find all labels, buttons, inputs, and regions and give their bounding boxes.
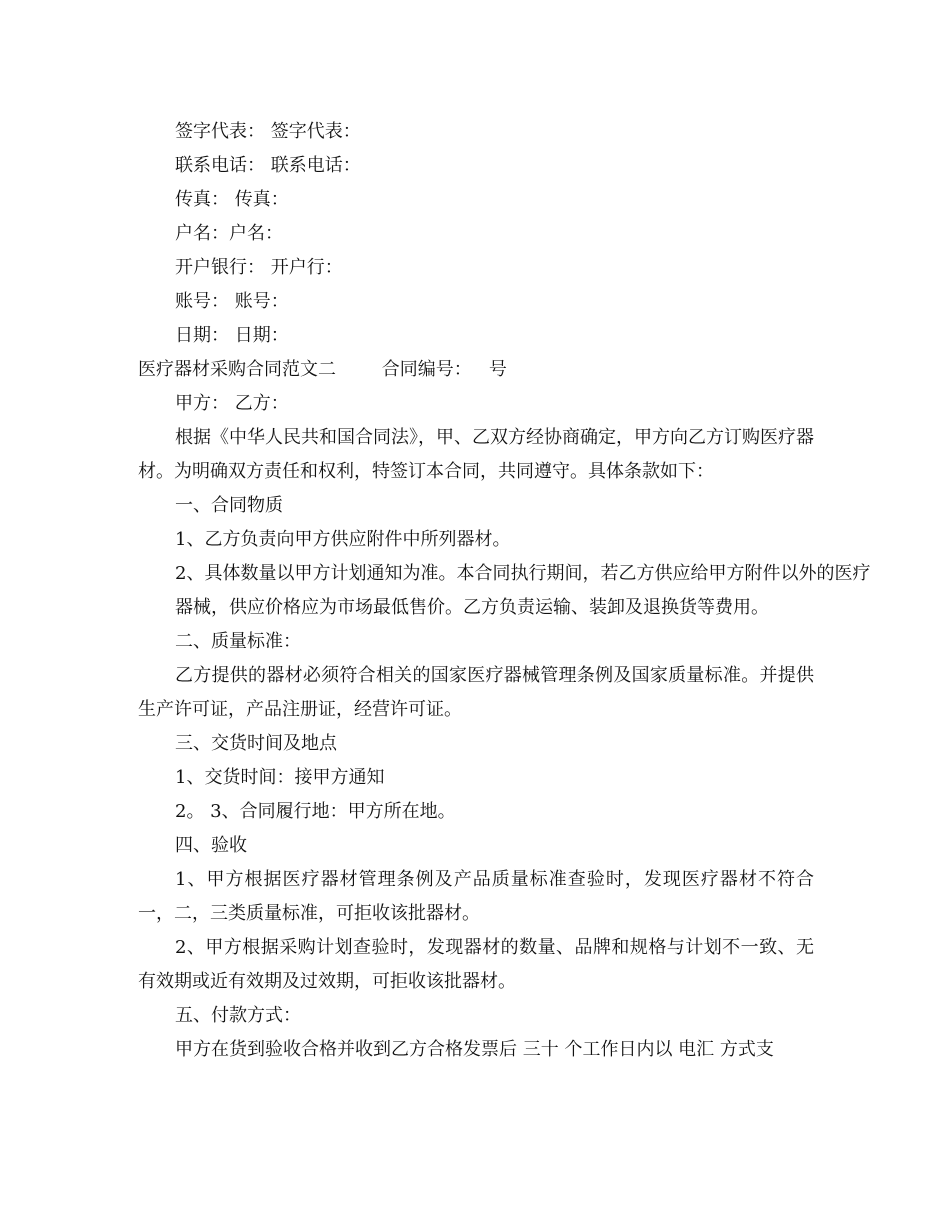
section-4-item-2: 2、甲方根据采购计划查验时，发现器材的数量、品牌和规格与计划不一致、无有效期或近有效期及过效期，可拒收该批器材。 xyxy=(138,937,814,992)
signature-rep-line: 签字代表： 签字代表： xyxy=(175,121,361,142)
section-1-title: 一、合同物质 xyxy=(175,495,283,516)
section-2-paragraph: 乙方提供的器材必须符合相关的国家医疗器械管理条例及国家质量标准。并提供生产许可证，产品注册证，经营许可证。 xyxy=(138,665,814,720)
section-1-item-1: 1、乙方负责向甲方供应附件中所列器材。 xyxy=(175,529,511,550)
parties-line: 甲方： 乙方： xyxy=(175,393,289,414)
section-2-title: 二、质量标准： xyxy=(175,631,301,652)
section-1-item-2a: 2、具体数量以甲方计划通知为准。本合同执行期间，若乙方供应给甲方附件以外的医疗 xyxy=(175,563,871,584)
phone-line: 联系电话： 联系电话： xyxy=(175,155,361,176)
date-line: 日期： 日期： xyxy=(175,325,289,346)
fax-line: 传真： 传真： xyxy=(175,189,289,210)
section-4-title: 四、验收 xyxy=(175,835,247,856)
bank-line: 开户银行： 开户行： xyxy=(175,257,343,278)
account-name-line: 户名：户名： xyxy=(175,223,283,244)
section-3-item-1: 1、交货时间：接甲方通知 xyxy=(175,767,385,788)
account-number-line: 账号： 账号： xyxy=(175,291,289,312)
document-body xyxy=(138,115,871,1067)
contract-heading: 医疗器材采购合同范文二 合同编号： 号 xyxy=(138,359,507,380)
section-5-title: 五、付款方式： xyxy=(175,1005,301,1026)
section-3-title: 三、交货时间及地点 xyxy=(175,733,337,754)
section-5-text: 甲方在货到验收合格并收到乙方合格发票后 三十 个工作日内以 电汇 方式支 xyxy=(175,1039,774,1060)
section-3-item-2: 2。 3、合同履行地：甲方所在地。 xyxy=(175,801,456,822)
section-4-item-1: 1、甲方根据医疗器材管理条例及产品质量标准查验时，发现医疗器材不符合一，二，三类质量标准，可拒收该批器材。 xyxy=(138,869,814,924)
section-1-item-2b: 器械，供应价格应为市场最低售价。乙方负责运输、装卸及退换货等费用。 xyxy=(175,597,769,618)
intro-paragraph: 根据《中华人民共和国合同法》，甲、乙双方经协商确定，甲方向乙方订购医疗器材。为明确双方责任和权利，特签订本合同，共同遵守。具体条款如下： xyxy=(138,427,814,482)
